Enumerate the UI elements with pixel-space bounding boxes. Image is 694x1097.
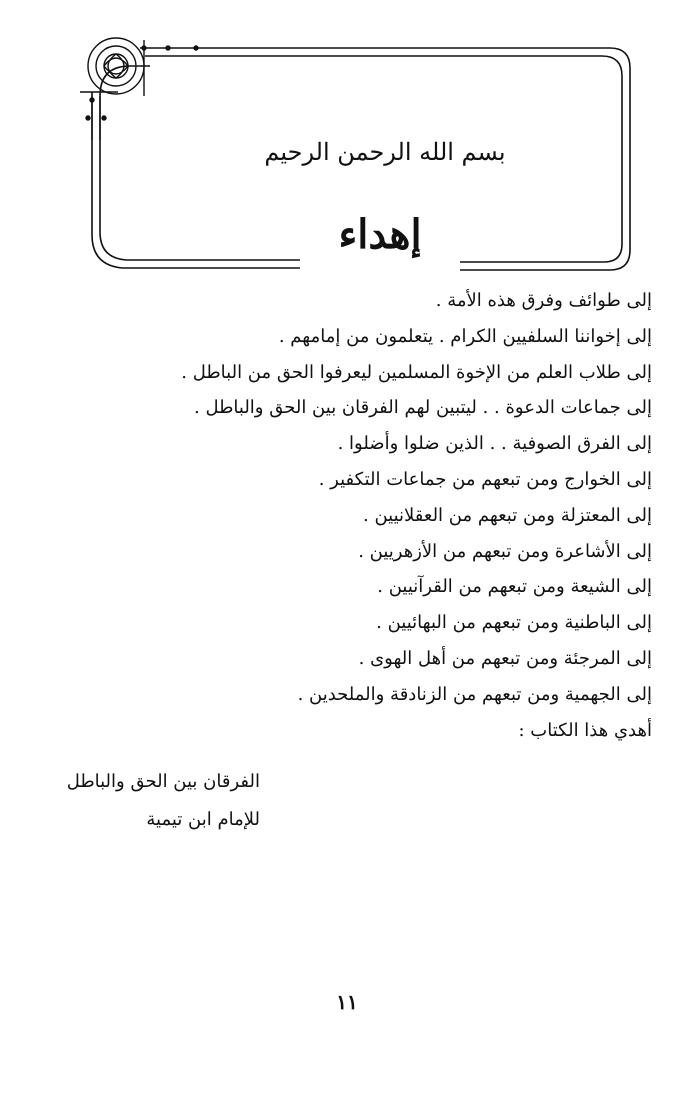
dedication-list: [181, 283, 652, 748]
corner-rosette-icon: [88, 38, 144, 94]
book-author: للإمام ابن تيمية: [146, 809, 260, 830]
frame-inner-left: [100, 96, 300, 260]
page-number: ١١: [336, 990, 358, 1014]
dedication-line: إلى إخواننا السلفيين الكرام . يتعلمون من إمامهم .: [278, 325, 652, 347]
dedication-line: إلى المعتزلة ومن تبعهم من العقلانيين .: [363, 504, 652, 526]
dedication-line: إلى المرجئة ومن تبعهم من أهل الهوى .: [358, 647, 652, 669]
book-reference: [66, 763, 260, 839]
basmala: بسم الله الرحمن الرحيم: [264, 138, 506, 166]
dedication-line: إلى طلاب العلم من الإخوة المسلمين ليعرفوا الحق من الباطل .: [181, 361, 652, 383]
dedication-line: إلى الفرق الصوفية . . الذين ضلوا وأضلوا .: [337, 433, 652, 455]
dedication-line: إلى الخوارج ومن تبعهم من جماعات التكفير .: [318, 468, 652, 490]
dedication-closing-line: أهدي هذا الكتاب :: [518, 719, 652, 741]
dedication-line: إلى الشيعة ومن تبعهم من القرآنيين .: [377, 576, 652, 598]
dedication-line: إلى الجهمية ومن تبعهم من الزنادقة والملحدين .: [297, 683, 652, 705]
book-title: الفرقان بين الحق والباطل: [66, 771, 260, 792]
dedication-line: إلى الأشاعرة ومن تبعهم من الأزهريين .: [358, 540, 652, 562]
dedication-line: إلى الباطنية ومن تبعهم من البهائيين .: [376, 612, 652, 634]
page-title: إهداء: [338, 211, 422, 258]
frame-outer-left: [92, 92, 300, 268]
dedication-line: إلى جماعات الدعوة . . ليتبين لهم الفرقان بين الحق والباطل .: [194, 397, 652, 419]
dedication-line: إلى طوائف وفرق هذه الأمة .: [435, 290, 652, 311]
